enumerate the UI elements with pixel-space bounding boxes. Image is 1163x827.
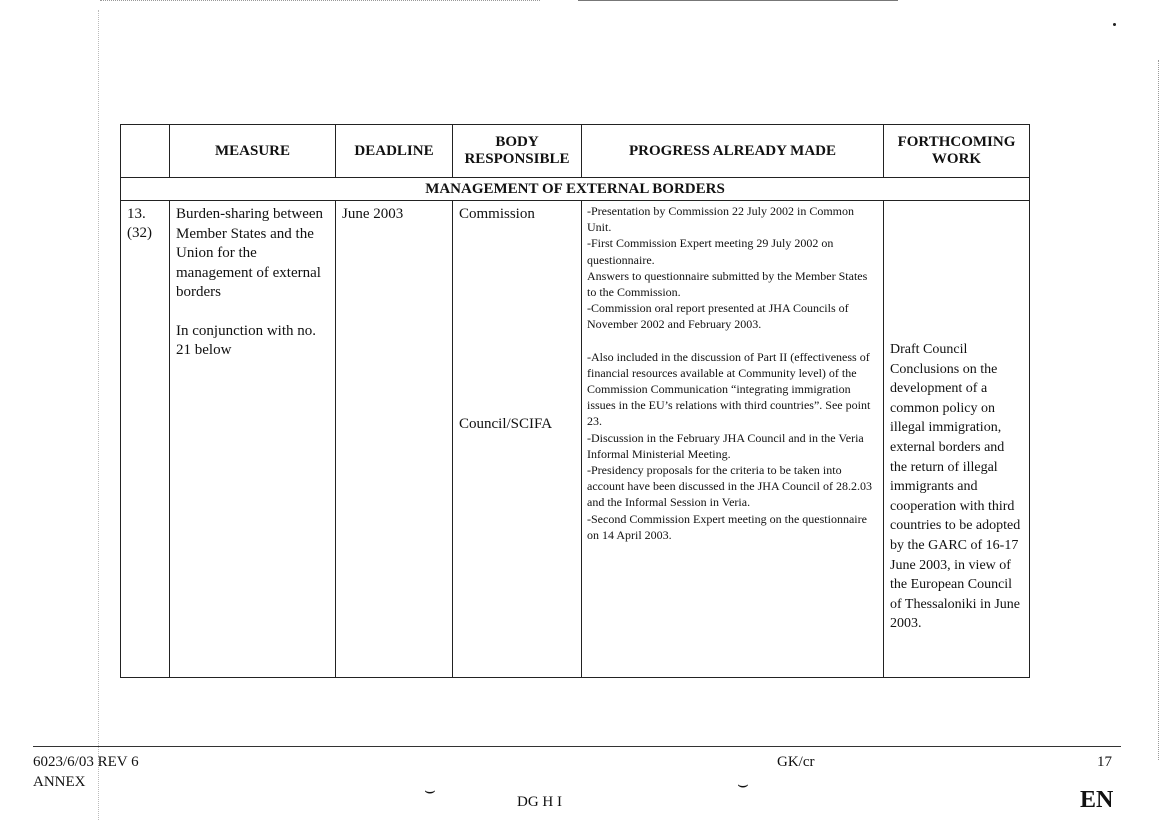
progress-item: -Presentation by Commission 22 July 2002 in Common Unit.	[587, 204, 855, 235]
header-measure: MEASURE	[170, 125, 336, 178]
forthcoming-cell	[884, 201, 1030, 678]
progress-item: -Also included in the discussion of Part II (effectiveness of financial resources available at Community level) of the Commission Communication “integrating immigration issues in the EU’s relations with third countries”. See point 23.	[587, 349, 871, 429]
scan-artifact-left	[98, 10, 99, 820]
table-row	[121, 201, 1030, 678]
section-title: MANAGEMENT OF EXTERNAL BORDERS	[121, 178, 1030, 201]
header-forthcoming-work: FORTHCOMING WORK	[884, 125, 1030, 178]
header-deadline: DEADLINE	[336, 125, 453, 178]
progress-cell	[582, 201, 884, 678]
directorate-label: DG H I	[517, 794, 562, 810]
body-responsible-secondary: Council/SCIFA	[459, 416, 553, 432]
measure-cell	[170, 201, 336, 678]
progress-item: -Second Commission Expert meeting on the questionnaire on 14 April 2003.	[587, 511, 867, 542]
scan-artifact-right	[1158, 60, 1159, 760]
measure-note: In conjunction with no. 21 below	[176, 322, 316, 358]
progress-item: Answers to questionnaire submitted by the Member States to the Commission.	[587, 268, 868, 300]
footer-rule	[33, 746, 1121, 747]
header-number	[121, 125, 170, 178]
scan-artifact-top	[100, 0, 540, 2]
body-responsible-primary: Commission	[459, 206, 535, 222]
scan-mark-icon: ⌣	[424, 780, 436, 800]
progress-item: -Presidency proposals for the criteria to be taken into account have been discussed in the JHA Council of 28.2.03 and the Informal Session in Veria.	[587, 463, 872, 510]
language-code: EN	[1080, 787, 1114, 813]
author-initials: GK/cr	[777, 754, 815, 770]
row-number: 13. (32)	[121, 201, 170, 678]
header-progress: PROGRESS ALREADY MADE	[582, 125, 884, 178]
progress-item: -Commission oral report presented at JHA Councils of November 2002 and February 2003.	[587, 301, 849, 332]
section-row	[121, 178, 1030, 201]
scan-mark-icon: ⌣	[737, 774, 749, 794]
scan-artifact-top-rule	[578, 0, 898, 2]
measure-text: Burden-sharing between Member States and the Union for the management of external borders	[176, 206, 324, 300]
forthcoming-text: Draft Council Conclusions on the development of a common policy on illegal immigration, external borders and the return of illegal immigrants and cooperation with third countries to be adopted by the GARC of 16-17 June 2003, in view of the European Council of Thessaloniki in June 2003.	[890, 342, 1021, 632]
measures-table	[120, 124, 1030, 678]
progress-item: -First Commission Expert meeting 29 July 2002 on questionnaire.	[587, 236, 834, 267]
header-body-responsible: BODY RESPONSIBLE	[453, 125, 582, 178]
document-code: 6023/6/03 REV 6	[33, 754, 139, 770]
deadline-cell: June 2003	[336, 201, 453, 678]
page-number: 17	[1097, 754, 1112, 770]
table-header-row	[121, 125, 1030, 178]
progress-item: -Discussion in the February JHA Council and in the Veria Informal Ministerial Meeting.	[587, 430, 864, 461]
annex-label: ANNEX	[33, 774, 86, 790]
scan-speck	[1113, 23, 1116, 26]
body-responsible-cell	[453, 201, 582, 678]
